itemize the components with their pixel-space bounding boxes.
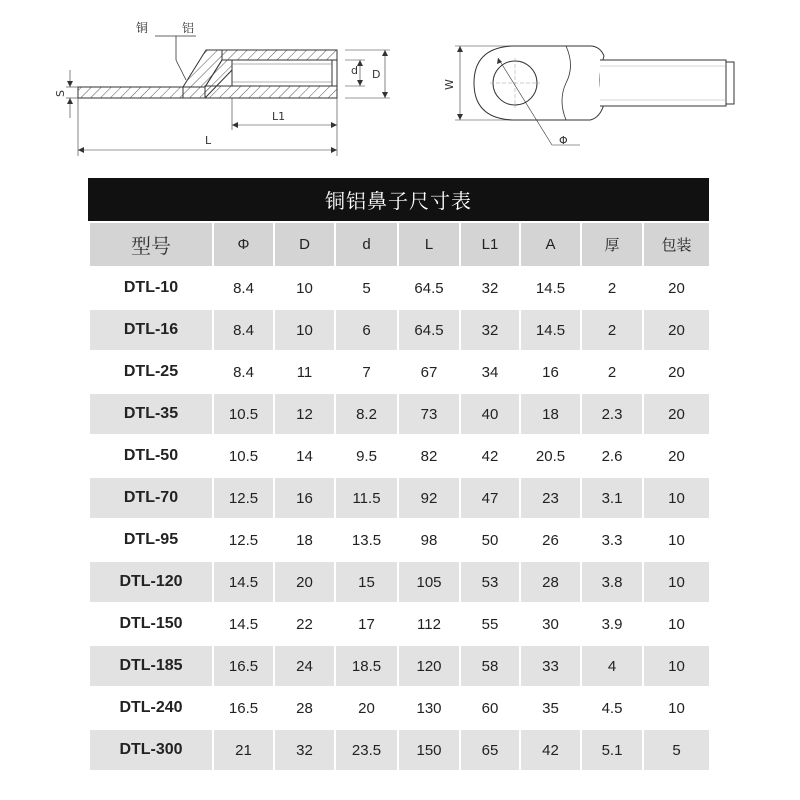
cell-model: DTL-16 xyxy=(89,309,213,351)
cell-d: 7 xyxy=(335,351,398,393)
table-row xyxy=(89,477,710,519)
cell-package: 10 xyxy=(643,687,710,729)
cell-phi: 10.5 xyxy=(213,393,274,435)
cell-A: 26 xyxy=(520,519,581,561)
label-phi: Φ xyxy=(559,134,568,147)
label-D: D xyxy=(372,68,381,81)
table-row xyxy=(89,351,710,393)
cell-D: 18 xyxy=(274,519,335,561)
cell-thickness: 2.6 xyxy=(581,435,643,477)
cell-package: 10 xyxy=(643,645,710,687)
cell-thickness: 3.8 xyxy=(581,561,643,603)
cell-thickness: 2 xyxy=(581,267,643,309)
cell-package: 20 xyxy=(643,267,710,309)
table-row xyxy=(89,309,710,351)
cell-phi: 10.5 xyxy=(213,435,274,477)
cell-L: 67 xyxy=(398,351,460,393)
cell-model: DTL-240 xyxy=(89,687,213,729)
cell-L: 64.5 xyxy=(398,267,460,309)
cell-thickness: 4.5 xyxy=(581,687,643,729)
cell-d: 15 xyxy=(335,561,398,603)
cell-L: 120 xyxy=(398,645,460,687)
header-A: A xyxy=(520,222,581,267)
cell-phi: 8.4 xyxy=(213,267,274,309)
cell-model: DTL-300 xyxy=(89,729,213,771)
cell-A: 14.5 xyxy=(520,309,581,351)
table-row xyxy=(89,267,710,309)
cell-d: 11.5 xyxy=(335,477,398,519)
cell-L: 73 xyxy=(398,393,460,435)
label-copper: 铜 xyxy=(136,21,149,35)
cell-package: 20 xyxy=(643,351,710,393)
cell-L: 98 xyxy=(398,519,460,561)
cell-L1: 58 xyxy=(460,645,520,687)
cell-phi: 8.4 xyxy=(213,309,274,351)
cell-L1: 65 xyxy=(460,729,520,771)
table-row xyxy=(89,393,710,435)
cell-d: 5 xyxy=(335,267,398,309)
table-row xyxy=(89,561,710,603)
cell-thickness: 3.9 xyxy=(581,603,643,645)
cell-A: 30 xyxy=(520,603,581,645)
cell-L1: 55 xyxy=(460,603,520,645)
cell-phi: 12.5 xyxy=(213,519,274,561)
cell-L: 64.5 xyxy=(398,309,460,351)
cell-A: 14.5 xyxy=(520,267,581,309)
cell-d: 6 xyxy=(335,309,398,351)
cell-L: 150 xyxy=(398,729,460,771)
label-S: S xyxy=(54,90,67,97)
table-title: 铜铝鼻子尺寸表 xyxy=(88,178,709,221)
cell-model: DTL-95 xyxy=(89,519,213,561)
cell-phi: 8.4 xyxy=(213,351,274,393)
label-L: L xyxy=(205,134,212,147)
table-row xyxy=(89,645,710,687)
header-D: D xyxy=(274,222,335,267)
cell-A: 18 xyxy=(520,393,581,435)
cell-A: 35 xyxy=(520,687,581,729)
cell-d: 13.5 xyxy=(335,519,398,561)
cell-phi: 16.5 xyxy=(213,687,274,729)
cell-package: 20 xyxy=(643,393,710,435)
table-row xyxy=(89,603,710,645)
cell-D: 10 xyxy=(274,309,335,351)
cell-L1: 60 xyxy=(460,687,520,729)
cell-package: 10 xyxy=(643,603,710,645)
cell-L: 130 xyxy=(398,687,460,729)
cell-d: 23.5 xyxy=(335,729,398,771)
cell-model: DTL-185 xyxy=(89,645,213,687)
cell-D: 32 xyxy=(274,729,335,771)
cell-package: 20 xyxy=(643,309,710,351)
cell-d: 17 xyxy=(335,603,398,645)
cell-package: 5 xyxy=(643,729,710,771)
cell-model: DTL-120 xyxy=(89,561,213,603)
cell-d: 20 xyxy=(335,687,398,729)
label-d: d xyxy=(351,64,358,77)
cell-D: 12 xyxy=(274,393,335,435)
side-view xyxy=(54,20,390,156)
cell-d: 8.2 xyxy=(335,393,398,435)
cell-thickness: 3.1 xyxy=(581,477,643,519)
size-table-grid xyxy=(88,221,711,772)
table-row xyxy=(89,519,710,561)
cell-model: DTL-25 xyxy=(89,351,213,393)
table-row xyxy=(89,435,710,477)
cell-L: 112 xyxy=(398,603,460,645)
cell-A: 23 xyxy=(520,477,581,519)
cell-D: 11 xyxy=(274,351,335,393)
cell-package: 20 xyxy=(643,435,710,477)
lug-technical-drawing xyxy=(0,0,800,170)
label-L1: L1 xyxy=(272,110,286,123)
cell-L1: 40 xyxy=(460,393,520,435)
cell-phi: 14.5 xyxy=(213,561,274,603)
cell-L: 82 xyxy=(398,435,460,477)
cell-thickness: 4 xyxy=(581,645,643,687)
label-aluminum: 铝 xyxy=(182,21,195,35)
cell-L1: 32 xyxy=(460,267,520,309)
cell-A: 33 xyxy=(520,645,581,687)
cell-d: 9.5 xyxy=(335,435,398,477)
cell-D: 22 xyxy=(274,603,335,645)
cell-thickness: 2 xyxy=(581,351,643,393)
cell-D: 28 xyxy=(274,687,335,729)
cell-L1: 50 xyxy=(460,519,520,561)
cell-L1: 47 xyxy=(460,477,520,519)
header-model: 型号 xyxy=(89,222,213,267)
cell-L: 92 xyxy=(398,477,460,519)
header-phi: Φ xyxy=(213,222,274,267)
cell-L: 105 xyxy=(398,561,460,603)
cell-thickness: 2.3 xyxy=(581,393,643,435)
cell-L1: 53 xyxy=(460,561,520,603)
cell-thickness: 3.3 xyxy=(581,519,643,561)
cell-model: DTL-70 xyxy=(89,477,213,519)
top-view xyxy=(443,46,734,147)
cell-d: 18.5 xyxy=(335,645,398,687)
cell-model: DTL-50 xyxy=(89,435,213,477)
cell-L1: 32 xyxy=(460,309,520,351)
cell-A: 28 xyxy=(520,561,581,603)
cell-phi: 12.5 xyxy=(213,477,274,519)
cell-model: DTL-10 xyxy=(89,267,213,309)
table-header-row xyxy=(89,222,710,267)
cell-A: 42 xyxy=(520,729,581,771)
header-L1: L1 xyxy=(460,222,520,267)
cell-phi: 16.5 xyxy=(213,645,274,687)
cell-A: 20.5 xyxy=(520,435,581,477)
label-W: W xyxy=(443,79,456,90)
cell-L1: 42 xyxy=(460,435,520,477)
cell-phi: 21 xyxy=(213,729,274,771)
lug-size-table xyxy=(88,178,709,772)
header-thickness: 厚 xyxy=(581,222,643,267)
cell-package: 10 xyxy=(643,477,710,519)
cell-D: 10 xyxy=(274,267,335,309)
cell-D: 16 xyxy=(274,477,335,519)
header-d: d xyxy=(335,222,398,267)
cell-L1: 34 xyxy=(460,351,520,393)
header-L: L xyxy=(398,222,460,267)
cell-D: 14 xyxy=(274,435,335,477)
cell-model: DTL-35 xyxy=(89,393,213,435)
cell-thickness: 2 xyxy=(581,309,643,351)
cell-package: 10 xyxy=(643,519,710,561)
cell-D: 24 xyxy=(274,645,335,687)
cell-phi: 14.5 xyxy=(213,603,274,645)
cell-D: 20 xyxy=(274,561,335,603)
table-row xyxy=(89,687,710,729)
cell-thickness: 5.1 xyxy=(581,729,643,771)
header-package: 包装 xyxy=(643,222,710,267)
cell-model: DTL-150 xyxy=(89,603,213,645)
cell-package: 10 xyxy=(643,561,710,603)
cell-A: 16 xyxy=(520,351,581,393)
table-row xyxy=(89,729,710,771)
